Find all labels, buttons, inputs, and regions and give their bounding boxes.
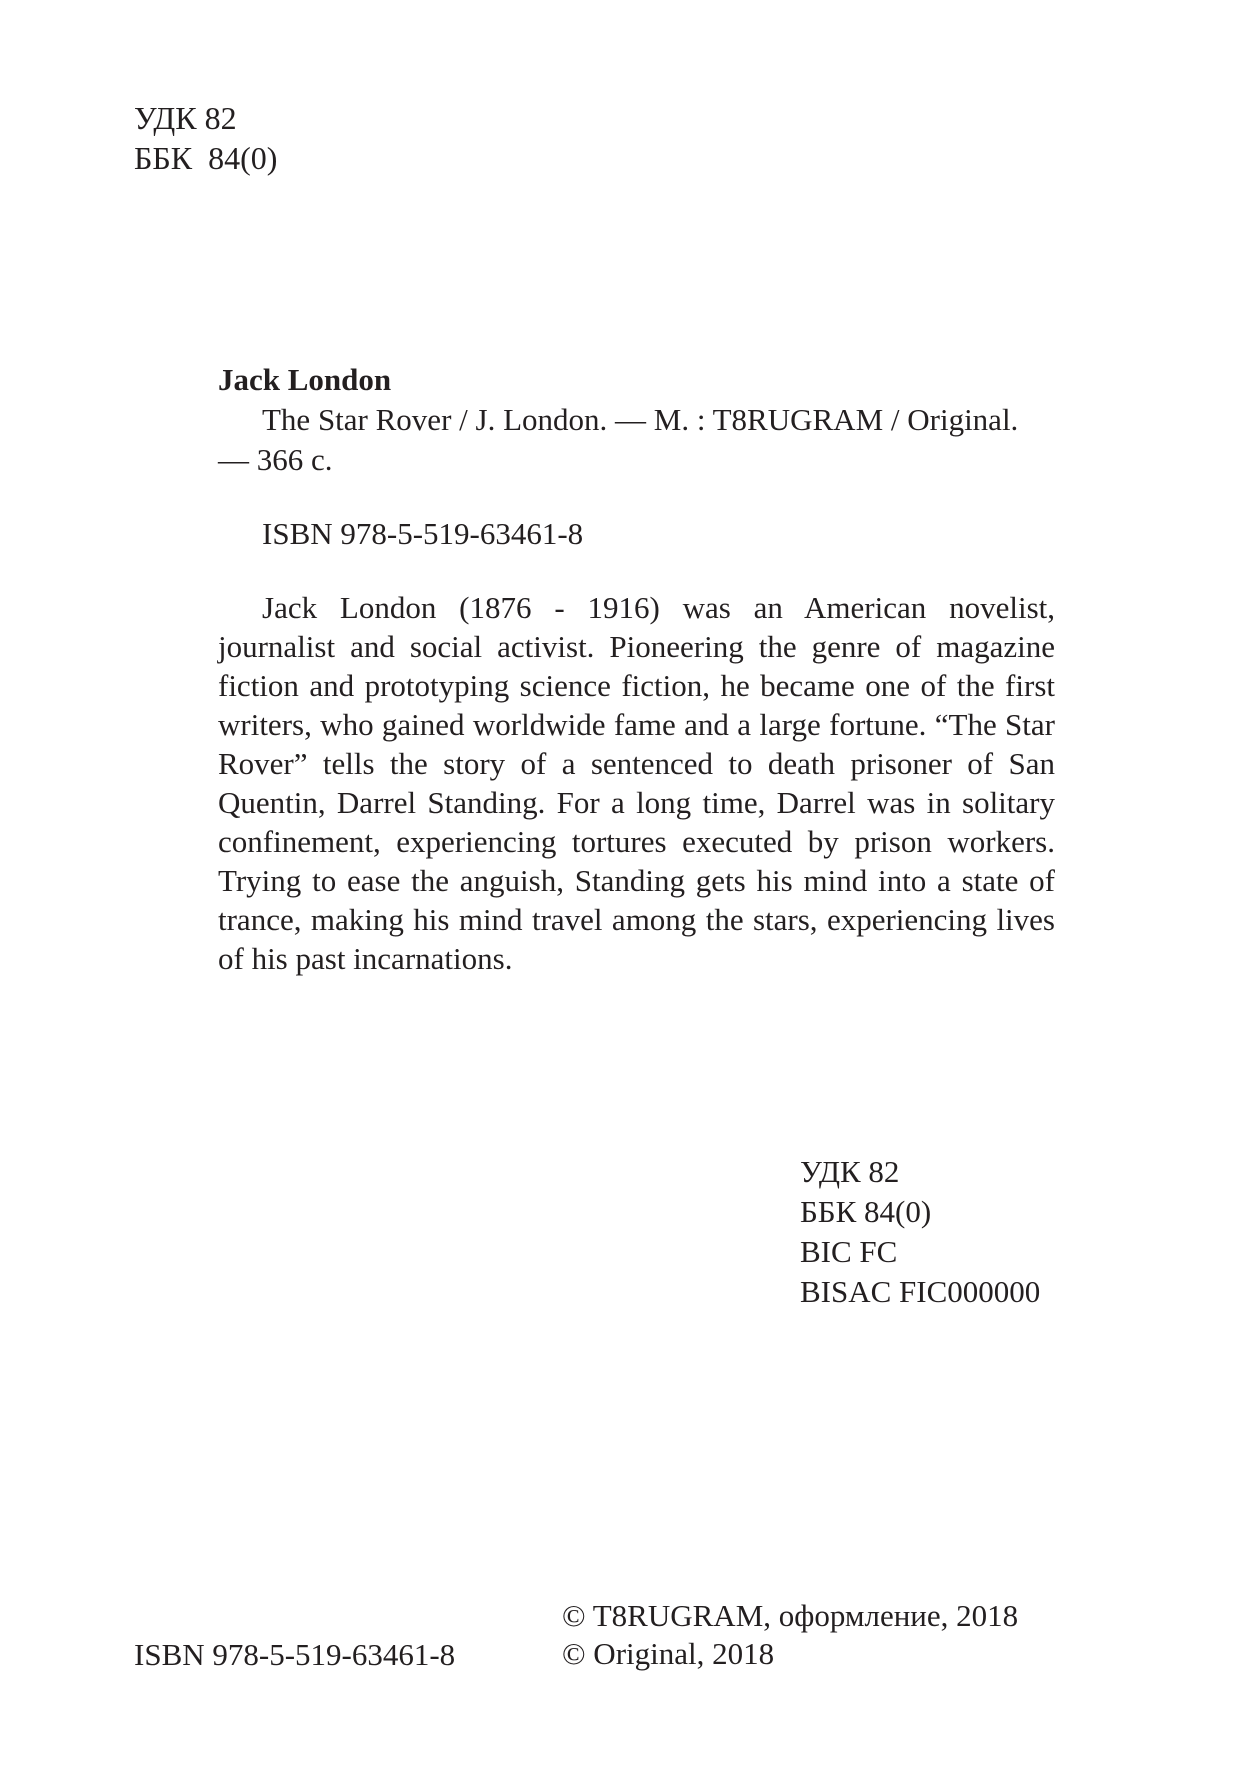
pages-line: — 366 с.	[218, 442, 333, 477]
copyright-block	[562, 1597, 1018, 1673]
header-classification	[134, 98, 277, 178]
copyright-design: © T8RUGRAM, оформление, 2018	[562, 1598, 1019, 1633]
classification-bbk: ББК 84(0)	[800, 1194, 932, 1229]
author-heading: Jack London	[218, 362, 392, 397]
classification-block	[800, 1152, 1040, 1312]
classification-udk: УДК 82	[800, 1154, 900, 1189]
catalog-isbn: ISBN 978-5-519-63461-8	[262, 516, 584, 551]
copyright-original: © Original, 2018	[562, 1636, 775, 1671]
annotation-paragraph: Jack London (1876 - 1916) was an American novelist, journalist and social activist. Pioneering the genre of magazine fiction and prototyping science fiction, he became one of the first writers, who gained worldwide fame and a large fortune. “The Star Rover” tells the story of a sentenced to death prisoner of San Quentin, Darrel Standing. For a long time, Darrel was in solitary confinement, experiencing tortures executed by prison workers. Trying to ease the anguish, Standing gets his mind into a state of trance, making his mind travel among the stars, experiencing lives of his past incarnations.	[218, 590, 1055, 976]
title-line: The Star Rover / J. London. — M. : T8RUGRAM / Original.	[262, 402, 1019, 437]
catalog-entry	[218, 360, 1055, 978]
header-bbk: ББК 84(0)	[134, 140, 278, 176]
classification-bisac: BISAC FIC000000	[800, 1274, 1041, 1309]
footer-isbn: ISBN 978-5-519-63461-8	[134, 1637, 456, 1672]
classification-bic: BIC FC	[800, 1234, 898, 1269]
header-udk: УДК 82	[134, 100, 237, 136]
